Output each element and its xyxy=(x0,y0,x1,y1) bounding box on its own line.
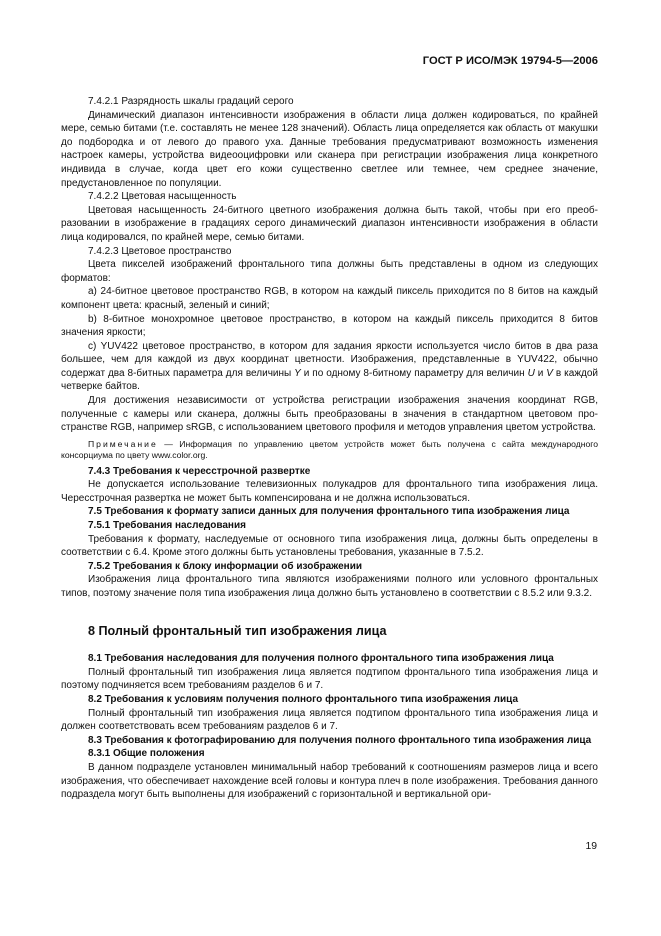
section-8-2-title: 8.2 Требования к условиям получения полного фронтального типа изображения лица xyxy=(88,693,519,705)
paragraph: Динамический диапазон интенсивности изображения в области лица должен кодироваться, по крайней мере, семью битами (т.е. составлять не менее 128 значений). Область лица определяется как область от макушки до подбородка и от левого до правого уха. Данные требования предусматривают возможность изменения настроек камеры, устройства видеооцифровки или сканера при регистрации изображения лица конкретного индивида в случае, когда цвет его кожи существенно светлее или темнее, чем среднее значение, предустановленное по популяции. xyxy=(61,109,598,189)
subsection-7-4-2-3-title: 7.4.2.3 Цветовое пространство xyxy=(88,245,232,257)
paragraph: Цветовая насыщенность 24-битного цветного изображения должна быть такой, чтобы при его преобразовании в изображение в градациях серого динамический диапазон интенсивности изображения в области лица кодировался, по крайней мере, семью битами. xyxy=(61,204,598,243)
section-8-1-title: 8.1 Требования наследования для получения полного фронтального типа изображения лица xyxy=(88,653,554,665)
text-run: и xyxy=(534,367,547,379)
paragraph: Цвета пикселей изображений фронтального типа должны быть представлены в одном из следующих форматов: xyxy=(61,259,598,284)
text-run: и по одному 8-битному параметру для величин xyxy=(300,367,528,379)
paragraph: Не допускается использование телевизионных полукадров для фронтального типа изображения лица. Чересстрочная развертка не может быть компенсирована и не должна использоваться. xyxy=(61,479,598,504)
list-item-c xyxy=(61,340,598,394)
chapter-8-title: 8 Полный фронтальный тип изображения лица xyxy=(88,623,387,638)
subsection-7-4-2-1-title: 7.4.2.1 Разрядность шкалы градаций серого xyxy=(88,96,294,107)
note-text: — Информация по управлению цветом устройств может быть получена с сайта международного консорциума по цвету www.color.org. xyxy=(61,438,598,461)
page-body xyxy=(61,95,598,802)
variable-v: V xyxy=(546,367,553,379)
list-item-a: a) 24-битное цветовое пространство RGB, в котором на каждый пиксель приходится по 8 битов на каждый компонент цвета: красный, зеленый и синий; xyxy=(61,286,598,311)
paragraph: Полный фронтальный тип изображения лица является подтипом фронтального типа изображения лица и поэтому подчиняется всем требованиям разделов 6 и 7. xyxy=(61,666,598,692)
list-item-b: b) 8-битное монохромное цветовое пространство, в котором на каждый пиксель приходится 8 битов значения яркости; xyxy=(61,313,598,339)
variable-y: Y xyxy=(294,367,301,379)
paragraph: В данном подразделе установлен минимальный набор требований к соотношениям размеров лица и всего изображения, что обеспечивает нахождение всей головы и контура плеч в поле изображения. Требования данного подраздела могут быть выполнены для изображений с горизонтальной и вертикальной ори- xyxy=(61,761,598,801)
page-number: 19 xyxy=(585,841,597,852)
section-7-5-title: 7.5 Требования к формату записи данных для получения фронтального типа изображения лица xyxy=(88,506,570,518)
note xyxy=(61,439,598,462)
subsection-7-5-1-title: 7.5.1 Требования наследования xyxy=(88,520,246,532)
text-run: c) YUV422 цветовое пространство, в котором для задания яркости используется число битов в два раза большее, чем для каждой из двух координат цветности. Изображения, представленные в YUV422, обычно содержат два 8-битных параметра для величины xyxy=(61,340,598,379)
subsection-7-4-2-2-title: 7.4.2.2 Цветовая насыщенность xyxy=(88,191,237,203)
note-label: Примечание xyxy=(88,438,158,449)
paragraph: Изображения лица фронтального типа являются изображениями полного или условного фронтальных типов, поэтому значение поля типа изображения лица должно быть установлено в соответствии с 8.5.2 или 9.3.2. xyxy=(61,574,598,599)
subsection-8-3-1-title: 8.3.1 Общие положения xyxy=(88,748,205,760)
running-header: ГОСТ Р ИСО/МЭК 19794-5—2006 xyxy=(422,55,598,67)
section-8-3-title: 8.3 Требования к фотографированию для получения полного фронтального типа изображения лица xyxy=(88,734,592,746)
subsection-7-5-2-title: 7.5.2 Требования к блоку информации об изображении xyxy=(88,560,363,572)
subsection-7-4-3-title: 7.4.3 Требования к чересстрочной развертке xyxy=(88,465,311,477)
text-run: в каждой четверке байтов. xyxy=(61,367,598,393)
variable-u: U xyxy=(527,367,535,379)
paragraph: Требования к формату, наследуемые от основного типа изображения лица, должны быть определены в соответствии с 6.4. Кроме этого должны быть установлены требования, указанные в 7.5.2. xyxy=(61,533,598,559)
paragraph: Полный фронтальный тип изображения лица является подтипом фронтального типа изображения лица и должен соответствовать всем требованиям разделов 6 и 7. xyxy=(61,707,598,733)
paragraph: Для достижения независимости от устройства регистрации изображения значения координат RGB, полученные с камеры или сканера, должны быть преобразованы в значения в стандартном цветовом пространстве RGB, например sRGB, с использованием цветового профиля и методов управления цветом устройства. xyxy=(61,395,598,434)
